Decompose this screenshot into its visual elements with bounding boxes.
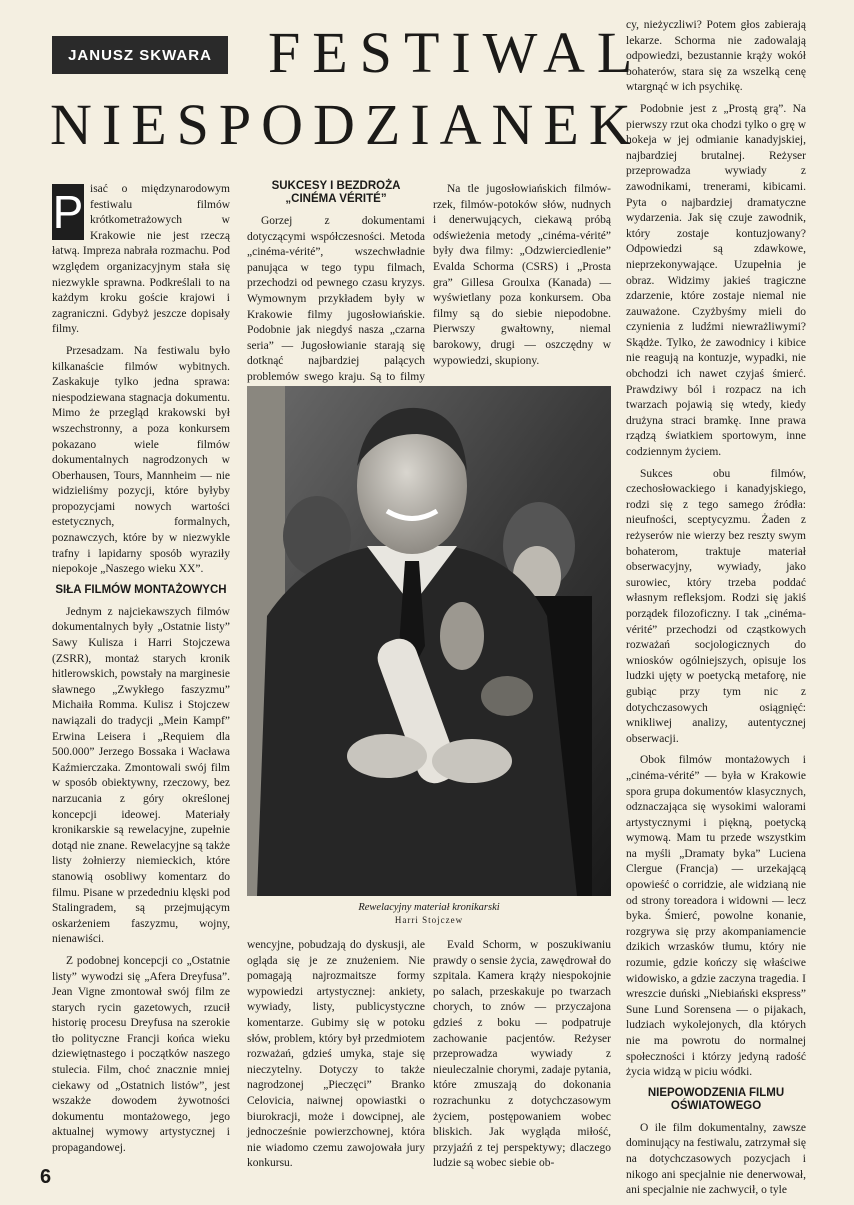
paragraph: Z podobnej koncepcji co „Ostatnie listy” wywodzi się „Afera Dreyfusa”. Jean Vigne zmontował swój film ze starych rycin gazetowych, rzucił historię procesu Dreyfusa na szerokie tło polityczne Francji końca wieku dziewiętnastego i początków naszego stulecia. Film, choć znacznie mniej ciekawy od „Ostatnich listów”, jest wszakże dowodem żywotności dokumentu montażowego, jego aktualnej wymowy artystycznej i propagandowej. [52,954,230,1155]
column-2-bottom [247,938,425,1170]
paragraph: Evald Schorm, w poszukiwaniu prawdy o sensie życia, zawędrował do szpitala. Kamera krąży niespokojnie po salach, przeskakuje po twarzach chorych, to znów — przyczajona gdzieś z boku — podpatruje zachowanie pacjentów. Reżyser przeprowadza wywiady z nieuleczalnie chorymi, zadaje pytania, które zmuszają do dokonania rozrachunku z dotychczasowym życiem, postępowaniem wobec bliskich. Jak wygląda miłość, przyjaźń z tej perspektywy; dlaczego ludzie są wobec siebie ob- [433,939,611,1170]
author-name: JANUSZ SKWARA [68,46,212,64]
paragraph: isać o międzynarodowym festiwalu filmów krótkometrażowych w Krakowie nie jest rzeczą łatwą. Impreza nabrała rozmachu. Pod względem organizacyjnym stała się niezwykle sprawna. Podkreślali to na każdym kroku goście krajowi i zagraniczni. Gdybyż jeszcze dopisały filmy. [52,183,230,336]
paragraph: Gorzej z dokumentami dotyczącymi współczesności. Metoda „cinéma-vérité”, wszechwładnie panująca w tego typu filmach, przechodzi od pewnego czasu kryzys. Wymownym przykładem były w Krakowie filmy jugosłowiańskie. Podobnie jak niegdyś nasza „czarna seria” — Jugosłowianie starają się dotknąć najbardziej palących problemów swego kraju. Są to filmy [247,215,425,383]
author-badge [52,36,228,74]
section-heading: NIEPOWODZENIA FILMU OŚWIATOWEGO [647,1086,785,1112]
caption-text: Rewelacyjny materiał kronikarski [358,902,500,913]
drop-cap: P [52,186,84,238]
column-3-top [433,182,611,376]
paragraph: Obok filmów montażowych i „cinéma-vérité” — była w Krakowie spora grupa dokumentów klasycznych, odznaczająca się wysokimi walorami artystycznymi i piękną, poetycką wymową. Mam tu przede wszystkim na myśli „Dramaty byka” Luciena Clergue (Francja) — urzekającą opowieść o corridzie, ale widzianą nie od strony toreadora i widowni — lecz byka. Śmierć, powolne konanie, rozgrywa się przy akompaniamencie dzikich wrzasków tłumu, który nie rozumie, gdzie kończy się właściwe widowisko, a gdzie zaczyna tragedia. I wreszcie duński „Niebiański ekspress” Sune Lund Sorensena — o pijakach, ludziach wykolejonych, dla których nie ma powrotu do normalnej społeczności i którzy jedyną radość życia widzą w piciu wódki. [626,754,806,1079]
paragraph: Przesadzam. Na festiwalu było kilkanaście filmów wybitnych. Zaskakuje tylko jedna sprawa: niespodziewana stagnacja dokumentu. Mimo że przegląd krakowski był wszechstronny, a poza konkursem pokazano wiele filmów dokumentalnych nagrodzonych w Oberhausen, Tours, Mannheim — nie widzieliśmy pozycji, które byłyby propozycjami nowych wartości estetycznych, formalnych, poznawczych, które by w niezwykle trafny i lapidarny sposób wyraziły niepokoje „Naszego wieku XX”. [52,344,230,576]
column-1 [52,182,230,1157]
section-heading: SIŁA FILMÓW MONTAŻOWYCH [55,583,227,596]
paragraph: O ile film dokumentalny, zawsze dominujący na festiwalu, zatrzymał się na dotychczasowych pozycjach i nikogo ani specjalnie nie denerwował, ani specjalnie nie zachwycił, o tyle [626,1121,806,1197]
article-title-line-1: FESTIWAL [268,20,645,85]
column-3-bottom [433,938,611,1170]
paragraph: Sukces obu filmów, czechosłowackiego i kanadyjskiego, rodzi się z tego samego źródła: nieufności, sceptycyzmu. Żaden z reżyserów nie wierzy bez reszty swym bohaterom, traktuje materiał obserwacyjny, wywiady, jako surowiec, który trzeba poddać własnym refleksjom. Rodzi się jakiś porządek filozoficzny. I tak „cinéma-vérité” przechodzi od cząstkowych rozważań socjologicznych do wniosków ogólniejszych, opisuje los ludzki ujęty w poetycką metaforę, nie gubiąc przy tym nic z dotychczasowych osiągnięć: wnikliwej analizy, autentycznej obserwacji. [626,467,806,745]
photo-caption [247,901,611,927]
paragraph: cy, nieżyczliwi? Potem głos zabierają lekarze. Schorma nie zadowalają odpowiedzi, bezustannie krąży wokół bohaterów, stara się za wszelką cenę wtargnąć w ich psychikę. [626,19,806,94]
paragraph: Podobnie jest z „Prostą grą”. Na pierwszy rzut oka chodzi tylko o grę w hokeja w jej odmianie kanadyjskiej, najbardziej brutalnej. Reżyser przeprowadza wywiady z zawodnikami, trenerami, kibicami. Pyta o najbardziej dramatyczne wydarzenia. Jak się czuje zawodnik, który zostaje kontuzjowany? Odpowiedzi są zdawkowe, nieprzekonywające. Uzupełnia je obraz. Widzimy jakieś tragiczne zdarzenie, które zostaje niemal nie zauważone. Czyżbyśmy mieli do czynienia z ludźmi niewrażliwymi? Skądże. Tylko, że zawodnicy i kibice nie reagują na kontuzje, wypadki, nie obchodzi ich nawet czyjaś śmierć. Prawdziwy ból i rozpacz na ich twarzach pojawią się wtedy, kiedy drużyna straci bramkę. Inne prawa rządzą światkiem sportowym, inne codziennym życiem. [626,102,806,459]
section-heading: SUKCESY I BEZDROŻA „CINÉMA VÉRITÉ” [271,180,401,205]
article-title-line-2: NIESPODZIANEK [50,92,641,157]
paragraph: Jednym z najciekawszych filmów dokumentalnych były „Ostatnie listy” Sawy Kulisza i Harri Stojczewa (ZSRR), montaż starych kronik hitlerowskich, powstały na marginesie sławnego „Zwykłego faszyzmu” Michaiła Romma. Kulisz i Stojczew nawiązali do tradycji „Mein Kampf” Erwina Leisera i „Requiem dla 500.000” Jerzego Bossaka i Wacława Kaźmierczaka. Zmontowali swój film w sposób obiektywny, rzeczowy, bez narzucania z góry określonej koncepcji ideowej. Materiały kronikarskie są rewelacyjne, zupełnie dotąd nie znane. Rewelacyjne są także listy żołnierzy niemieckich, które stanowią osobliwy komentarz do filmu. Pisane w przededniu klęski pod Stalingradem, są przejmującym oskarżeniem faszyzmu, wojny, nienawiści. [52,605,230,946]
paragraph: Na tle jugosłowiańskich filmów-rzek, filmów-potoków słów, nudnych i denerwujących, ciekawą próbą odświeżenia metody „cinéma-vérité” były dwa filmy: „Odzwierciedlenie” Evalda Schorma (CSRS) i „Prosta gra” Gillesa Groulxa (Kanada) — wyświetlany poza konkursem. Oba filmy są do siebie niepodobne. Pierwszy gwałtowny, niemal barokowy, drugi — oszczędny w wypowiedzi, skupiony. [433,183,611,367]
photo-man-with-award [247,386,611,896]
column-4 [626,18,806,1197]
paragraph: wencyjne, pobudzają do dyskusji, ale ogląda się je ze znużeniem. Nie pomagają najrozmaitsze formy wypowiedzi artystycznej: ankiety, wywiady, listy, publicystyczne komentarze. Gubimy się w potoku słów, problem, który był przedmiotem rozważań, gdzieś umyka, staje się nieczytelny. Dotyczy to także nagrodzonej „Pieczęci” Branko Celovicia, naiwnej opowiastki o biurokracji, może i dowcipnej, ale jednocześnie powierzchownej, która nie wiadomo czemu zawojowała jury konkursu. [247,939,425,1170]
column-2-top [247,180,425,383]
photo-illustration [247,386,611,896]
page-number: 6 [40,1166,52,1188]
caption-credit: Harri Stojczew [394,915,464,925]
